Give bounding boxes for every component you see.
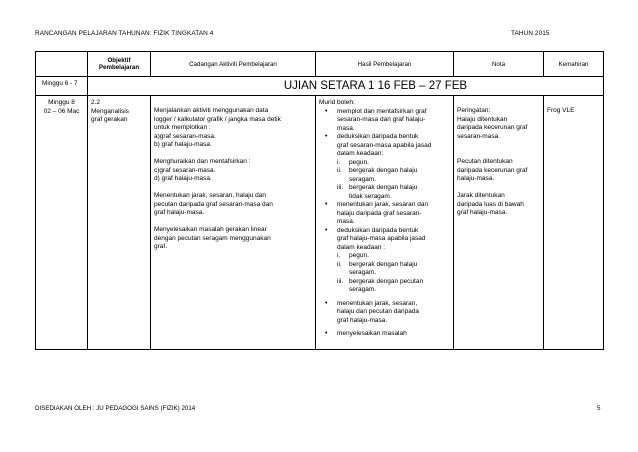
page-number: 5: [597, 405, 601, 412]
page-header-year: TAHUN 2015: [511, 30, 550, 37]
list-item: iii. bergerak dengan pecutan seragam.: [337, 277, 424, 293]
objektif-cell: 2.2 Menganalisis graf gerakan: [88, 96, 151, 350]
header-nota: Nota: [454, 52, 544, 77]
table-header-row: [36, 52, 604, 77]
kemahiran-cell: Frog VLE: [544, 96, 604, 350]
list-item: • menentukan jarak, sesaran dan halaju daripada graf sesaran- masa.: [319, 201, 450, 227]
table-row-exam: [36, 77, 604, 96]
page-header-title: RANCANGAN PELAJARAN TAHUNAN: FIZIK TINGKATAN 4: [35, 30, 214, 37]
list-item: • deduksikan daripada bentuk graf sesaran-masa apabila jasad dalam keadaan: i. pegun. ii. bergerak dengan halaju seragam. iii. bergerak dengan halaju tidak seragam.: [319, 133, 450, 201]
exam-title: UJIAN SETARA 1 16 FEB – 27 FEB: [88, 77, 604, 96]
exam-week-cell: Minggu 6 - 7: [36, 77, 88, 96]
header-objektif: Objektif Pembelajaran: [88, 52, 151, 77]
list-item: ii. bergerak dengan halaju seragam.: [337, 167, 418, 183]
header-aktiviti: Cadangan Aktiviti Pembelajaran: [151, 52, 316, 77]
hasil-list: [319, 108, 450, 339]
nota-cell: Peringatan: Halaju ditentukan daripada kecerunan graf sesaran-masa. Pecutan ditentukan daripada kecerunan graf halaju-masa. Jarak ditentukan daripada luas di bawah graf halaju-masa.: [454, 96, 544, 350]
list-item: iii. bergerak dengan halaju tidak seragam.: [337, 184, 418, 200]
hasil-cell: Murid boleh: • memplot dan mentafsirkan graf sesaran-masa dan graf halaju- masa. • deduksikan daripada bentuk graf sesaran-masa apabila jasad dalam keadaan: i. pegun. ii. bergerak dengan halaju seragam. iii. bergerak dengan halaju tidak seragam. • menentukan jarak, sesaran dan halaju daripada graf sesaran- masa. • deduksikan daripada bentuk graf halaju-masa apabila jasad dalam keadaan : i. pegun. ii. bergerak dengan halaju seragam. iii. bergerak dengan pecutan seragam. • menentukan jarak, sesaran, halaju dan pecutan daripada graf halaju-masa. • menyelesaikan masalah: [316, 96, 454, 350]
header-kemahiran: Kemahiran: [544, 52, 604, 77]
list-item: ii. bergerak dengan halaju seragam.: [337, 260, 418, 276]
header-hasil: Hasil Pembelajaran: [316, 52, 454, 77]
table-row-week8: [36, 96, 604, 350]
list-item: • menyelesaikan masalah: [319, 330, 450, 339]
list-item: • menentukan jarak, sesaran, halaju dan pecutan daripada graf halaju-masa.: [319, 300, 450, 331]
list-item: • memplot dan mentafsirkan graf sesaran-masa dan graf halaju- masa.: [319, 108, 450, 134]
header-minggu: [36, 52, 88, 77]
lesson-plan-table: [35, 51, 604, 350]
list-item: i. pegun.: [337, 252, 369, 259]
page-footer-author: DISEDIAKAN OLEH : JU PEDAGOGI SAINS (FIZIK) 2014: [35, 405, 196, 412]
list-item: • deduksikan daripada bentuk graf halaju-masa apabila jasad dalam keadaan : i. pegun. ii. bergerak dengan halaju seragam. iii. bergerak dengan pecutan seragam.: [319, 227, 450, 300]
aktiviti-cell: Menjalankan aktiviti menggunakan data logger / kalkulator grafik / jangka masa detik untuk memplotkan : a)graf sesaran-masa. b) graf halaju-masa. Menghuraikan dan mentafsirkan : c)graf sesaran-masa. d) graf halaju-masa. Menentukan jarak, sesaran, halaju dan pecutan daripada graf sesaran-masa dan graf halaju-masa. Menyelesaikan masalah gerakan linear dengan pecutan seragam menggunakan graf.: [151, 96, 316, 350]
list-item: i. pegun.: [337, 158, 369, 166]
week8-cell: Minggu 8 02 – 06 Mac: [36, 96, 88, 350]
